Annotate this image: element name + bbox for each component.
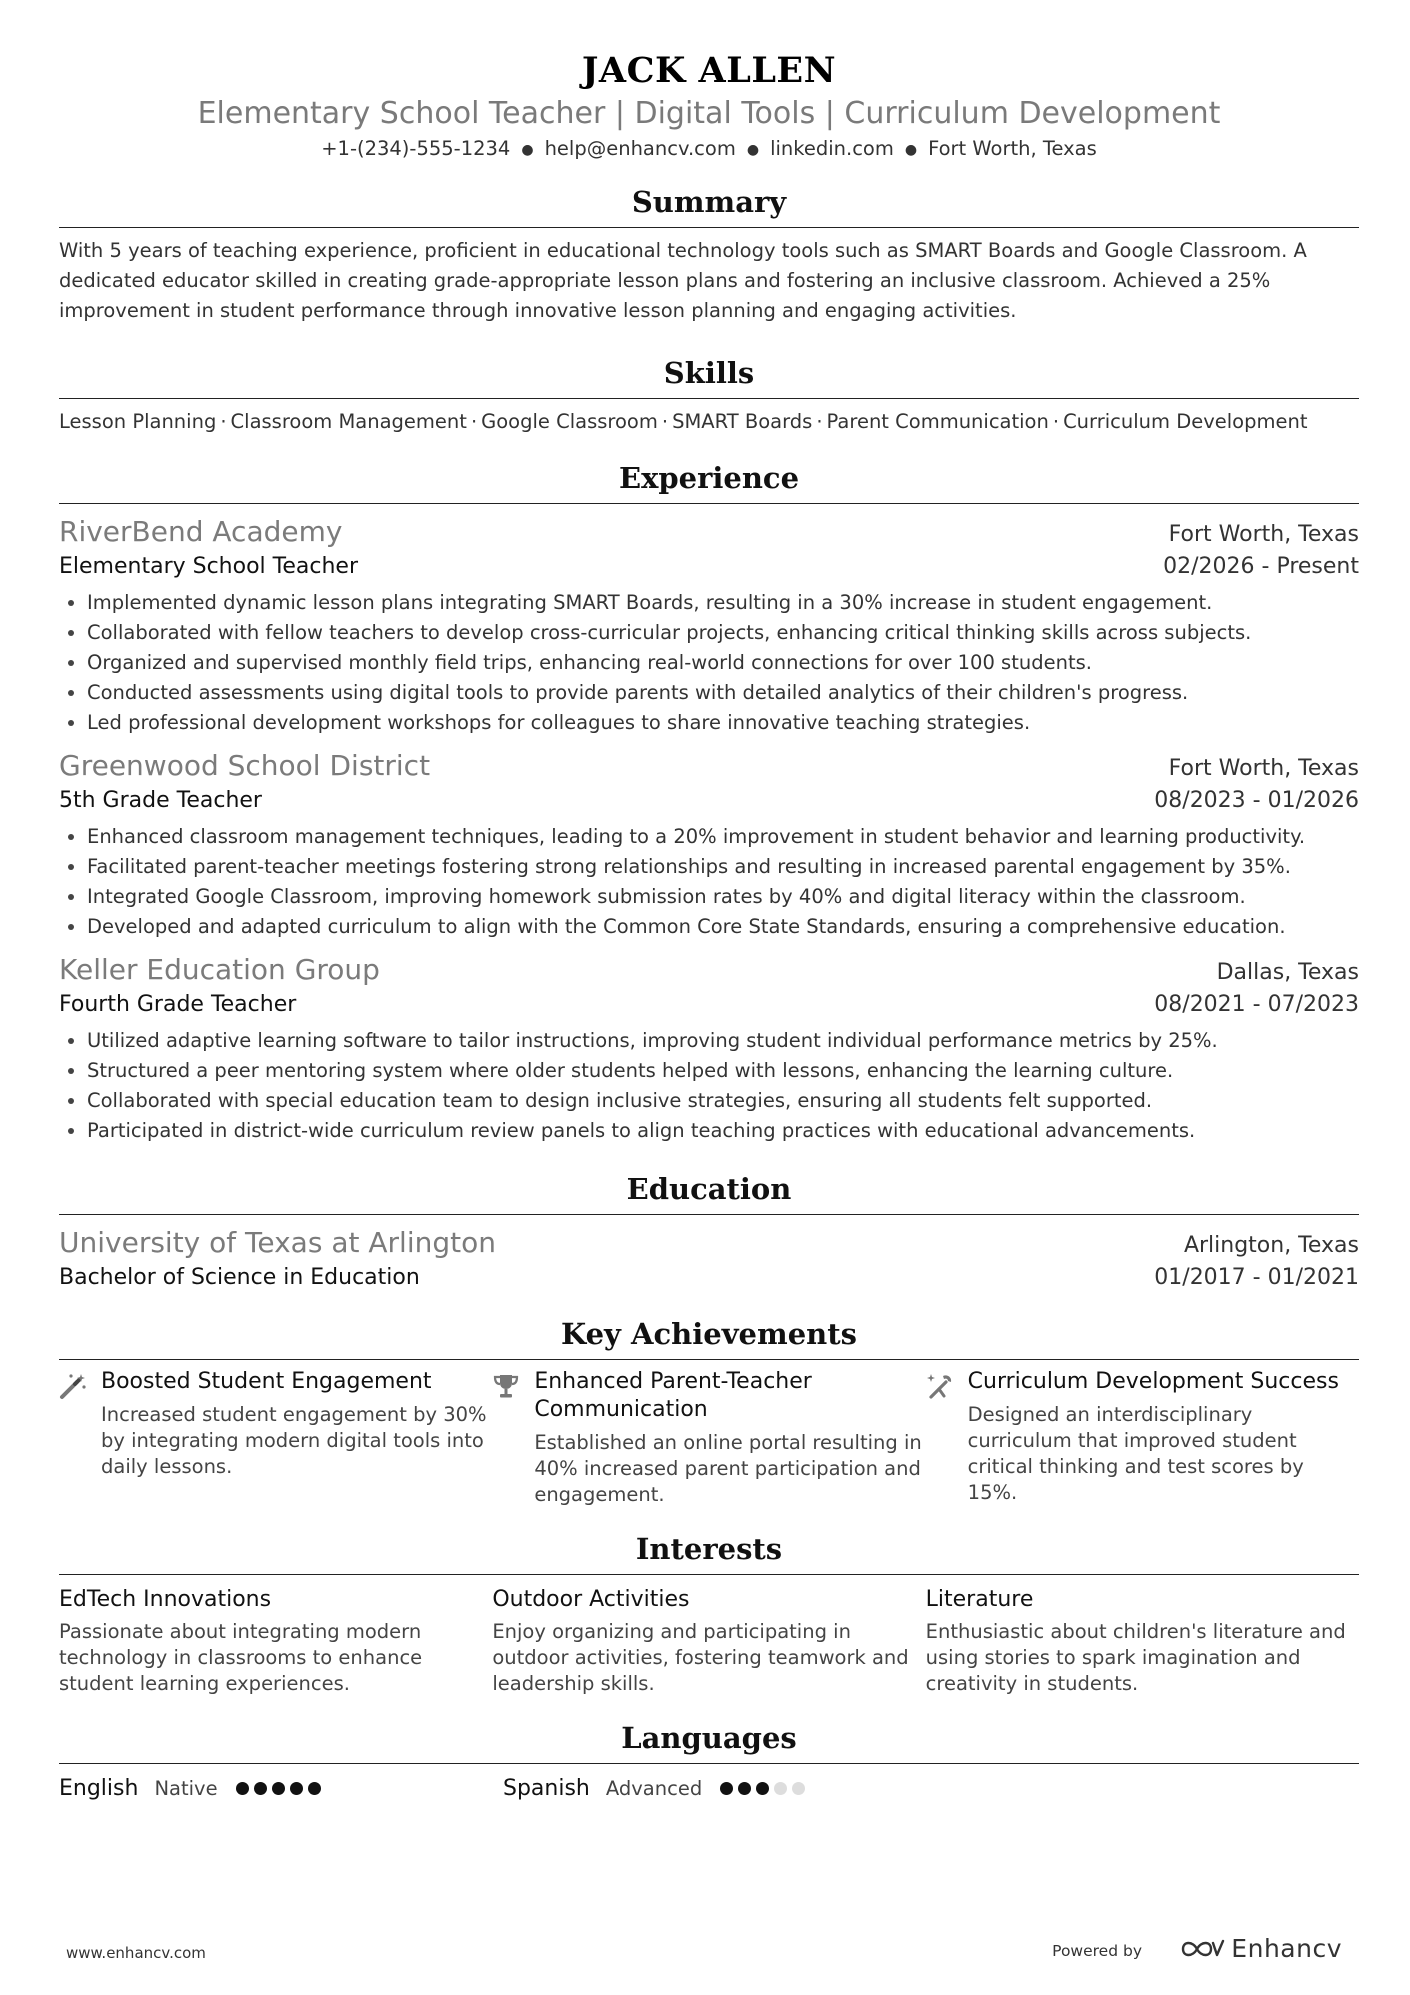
job-bullets bbox=[59, 1026, 1359, 1146]
language-entry bbox=[59, 1772, 503, 1806]
job-bullet: • Developed and adapted curriculum to align with the Common Core State Standards, ensuring a comprehensive education. bbox=[87, 912, 1359, 942]
skills-heading: Skills bbox=[59, 354, 1359, 399]
magic-wand-icon bbox=[59, 1368, 101, 1508]
company-name: Keller Education Group bbox=[59, 952, 380, 986]
degree: Bachelor of Science in Education bbox=[59, 1264, 420, 1290]
job-location: Fort Worth, Texas bbox=[1168, 521, 1359, 547]
job-dates: 08/2023 - 01/2026 bbox=[1154, 787, 1359, 813]
achievement-title: Enhanced Parent-Teacher Communication bbox=[534, 1368, 812, 1422]
rating-dot-filled bbox=[756, 1782, 769, 1795]
achievements-heading: Key Achievements bbox=[59, 1315, 1359, 1360]
rating-dot-filled bbox=[272, 1782, 285, 1795]
job-bullet: • Implemented dynamic lesson plans integrating SMART Boards, resulting in a 30% increase in student engagement. bbox=[87, 588, 1359, 618]
achievement-title: Boosted Student Engagement bbox=[101, 1368, 432, 1394]
skill-item: Curriculum Development bbox=[1063, 409, 1308, 433]
interest-title: Literature bbox=[925, 1586, 1034, 1612]
interest-description: Passionate about integrating modern technology in classrooms to enhance student learning experiences. bbox=[59, 1619, 423, 1695]
interests-heading: Interests bbox=[59, 1530, 1359, 1575]
job-bullets bbox=[59, 588, 1359, 738]
job-title: Elementary School Teacher bbox=[59, 553, 358, 579]
enhancv-logo-icon bbox=[1179, 1937, 1225, 1961]
language-name: English bbox=[59, 1775, 139, 1801]
languages-grid bbox=[59, 1772, 1359, 1806]
experience-entry bbox=[59, 952, 1359, 1146]
language-level: Advanced bbox=[605, 1777, 703, 1800]
achievement-card bbox=[926, 1368, 1359, 1508]
achievements-grid bbox=[59, 1368, 1359, 1508]
education-dates: 01/2017 - 01/2021 bbox=[1154, 1264, 1359, 1290]
rating-dot-filled bbox=[236, 1782, 249, 1795]
resume-content bbox=[59, 50, 1359, 1806]
language-entry bbox=[503, 1772, 947, 1806]
skill-separator: · bbox=[220, 409, 227, 433]
job-title: 5th Grade Teacher bbox=[59, 787, 262, 813]
summary-heading: Summary bbox=[59, 183, 1359, 228]
education-heading: Education bbox=[59, 1170, 1359, 1215]
job-bullet: • Collaborated with fellow teachers to develop cross-curricular projects, enhancing critical thinking skills across subjects. bbox=[87, 618, 1359, 648]
skill-separator: · bbox=[1052, 409, 1060, 433]
achievement-description: Established an online portal resulting in 40% increased parent participation and engagement. bbox=[534, 1430, 922, 1506]
rating-dot-filled bbox=[254, 1782, 267, 1795]
rating-dot-filled bbox=[738, 1782, 751, 1795]
job-bullet: • Organized and supervised monthly field trips, enhancing real-world connections for over 100 students. bbox=[87, 648, 1359, 678]
separator-dot: ● bbox=[746, 141, 760, 158]
contact-location: Fort Worth, Texas bbox=[928, 137, 1097, 160]
achievement-title: Curriculum Development Success bbox=[967, 1368, 1339, 1394]
interest-card bbox=[492, 1583, 925, 1697]
rating-dot-empty bbox=[774, 1782, 787, 1795]
skill-separator: · bbox=[661, 409, 669, 433]
school-name: University of Texas at Arlington bbox=[59, 1225, 496, 1259]
language-level: Native bbox=[154, 1777, 218, 1800]
language-rating bbox=[236, 1782, 326, 1795]
experience-entry bbox=[59, 514, 1359, 738]
job-dates: 08/2021 - 07/2023 bbox=[1154, 991, 1359, 1017]
skills-list bbox=[59, 407, 1359, 437]
achievement-card bbox=[492, 1368, 925, 1508]
job-bullet: • Conducted assessments using digital tools to provide parents with detailed analytics of their children's progress. bbox=[87, 678, 1359, 708]
powered-by-label: Powered by bbox=[1052, 1942, 1142, 1960]
trophy-icon bbox=[492, 1368, 534, 1508]
job-bullet: • Structured a peer mentoring system where older students helped with lessons, enhancing the learning culture. bbox=[87, 1056, 1359, 1086]
candidate-headline: Elementary School Teacher | Digital Tools | Curriculum Development bbox=[197, 96, 1221, 131]
achievement-description: Increased student engagement by 30% by integrating modern digital tools into daily lessons. bbox=[101, 1402, 487, 1478]
job-dates: 02/2026 - Present bbox=[1163, 553, 1359, 579]
job-bullet: • Participated in district-wide curriculum review panels to align teaching practices with educational advancements. bbox=[87, 1116, 1359, 1146]
rating-dot-empty bbox=[792, 1782, 805, 1795]
experience-entry bbox=[59, 748, 1359, 942]
skill-separator: · bbox=[470, 409, 478, 433]
job-title: Fourth Grade Teacher bbox=[59, 991, 297, 1017]
interest-description: Enjoy organizing and participating in outdoor activities, fostering teamwork and leadership skills. bbox=[492, 1619, 909, 1695]
skill-item: Google Classroom bbox=[481, 409, 658, 433]
language-name: Spanish bbox=[503, 1775, 590, 1801]
rating-dot-filled bbox=[308, 1782, 321, 1795]
languages-heading: Languages bbox=[59, 1719, 1359, 1764]
candidate-name: JACK ALLEN bbox=[581, 50, 837, 91]
achievement-description: Designed an interdisciplinary curriculum that improved student critical thinking and test scores by 15%. bbox=[967, 1402, 1304, 1504]
separator-dot: ● bbox=[521, 141, 534, 158]
rating-dot-filled bbox=[720, 1782, 733, 1795]
company-name: RiverBend Academy bbox=[59, 514, 343, 548]
school-location: Arlington, Texas bbox=[1183, 1232, 1359, 1258]
interests-grid bbox=[59, 1583, 1359, 1697]
separator-dot: ● bbox=[904, 141, 918, 158]
job-bullet: • Collaborated with special education team to design inclusive strategies, ensuring all students felt supported. bbox=[87, 1086, 1359, 1116]
contact-email[interactable]: help@enhancv.com bbox=[544, 137, 736, 160]
job-bullet: • Utilized adaptive learning software to tailor instructions, improving student individual performance metrics by 25%. bbox=[87, 1026, 1359, 1056]
achievement-card bbox=[59, 1368, 492, 1508]
skill-item: SMART Boards bbox=[672, 409, 813, 433]
contact-linkedin[interactable]: linkedin.com bbox=[770, 137, 894, 160]
experience-heading: Experience bbox=[59, 459, 1359, 504]
skill-item: Classroom Management bbox=[230, 409, 467, 433]
footer-site-link[interactable]: www.enhancv.com bbox=[66, 1944, 206, 1962]
contact-line bbox=[59, 136, 1359, 163]
skill-item: Parent Communication bbox=[826, 409, 1049, 433]
interest-title: EdTech Innovations bbox=[59, 1586, 272, 1612]
interest-description: Enthusiastic about children's literature and using stories to spark imagination and creativity in students. bbox=[925, 1619, 1346, 1695]
rating-dot-filled bbox=[290, 1782, 303, 1795]
education-entry bbox=[59, 1225, 1359, 1295]
skill-separator: · bbox=[816, 409, 823, 433]
summary-text: With 5 years of teaching experience, proficient in educational technology tools such as SMART Boards and Google Classroom. A dedicated educator skilled in creating grade-appropriate lesson plans and fostering an inclusive classroom. Achieved a 25% improvement in student performance through innovative lesson planning and engaging activities. bbox=[59, 238, 1307, 322]
language-rating bbox=[720, 1782, 810, 1795]
brand-name: Enhancv bbox=[1231, 1934, 1342, 1963]
job-bullet: • Enhanced classroom management techniques, leading to a 20% improvement in student behavior and learning productivity. bbox=[87, 822, 1359, 852]
interest-card bbox=[59, 1583, 492, 1697]
job-bullet: • Led professional development workshops for colleagues to share innovative teaching strategies. bbox=[87, 708, 1359, 738]
sparkle-tools-icon bbox=[926, 1368, 968, 1508]
interest-title: Outdoor Activities bbox=[492, 1586, 690, 1612]
job-bullets bbox=[59, 822, 1359, 942]
job-location: Dallas, Texas bbox=[1216, 959, 1359, 985]
interest-card bbox=[926, 1583, 1359, 1697]
job-bullet: • Integrated Google Classroom, improving homework submission rates by 40% and digital literacy within the classroom. bbox=[87, 882, 1359, 912]
brand-logo[interactable] bbox=[1179, 1934, 1342, 1963]
company-name: Greenwood School District bbox=[59, 748, 431, 782]
job-bullet: • Facilitated parent-teacher meetings fostering strong relationships and resulting in increased parental engagement by 35%. bbox=[87, 852, 1359, 882]
skill-item: Lesson Planning bbox=[59, 409, 217, 433]
footer bbox=[66, 1934, 1342, 1970]
contact-phone: +1-(234)-555-1234 bbox=[321, 137, 511, 160]
job-location: Fort Worth, Texas bbox=[1168, 755, 1359, 781]
